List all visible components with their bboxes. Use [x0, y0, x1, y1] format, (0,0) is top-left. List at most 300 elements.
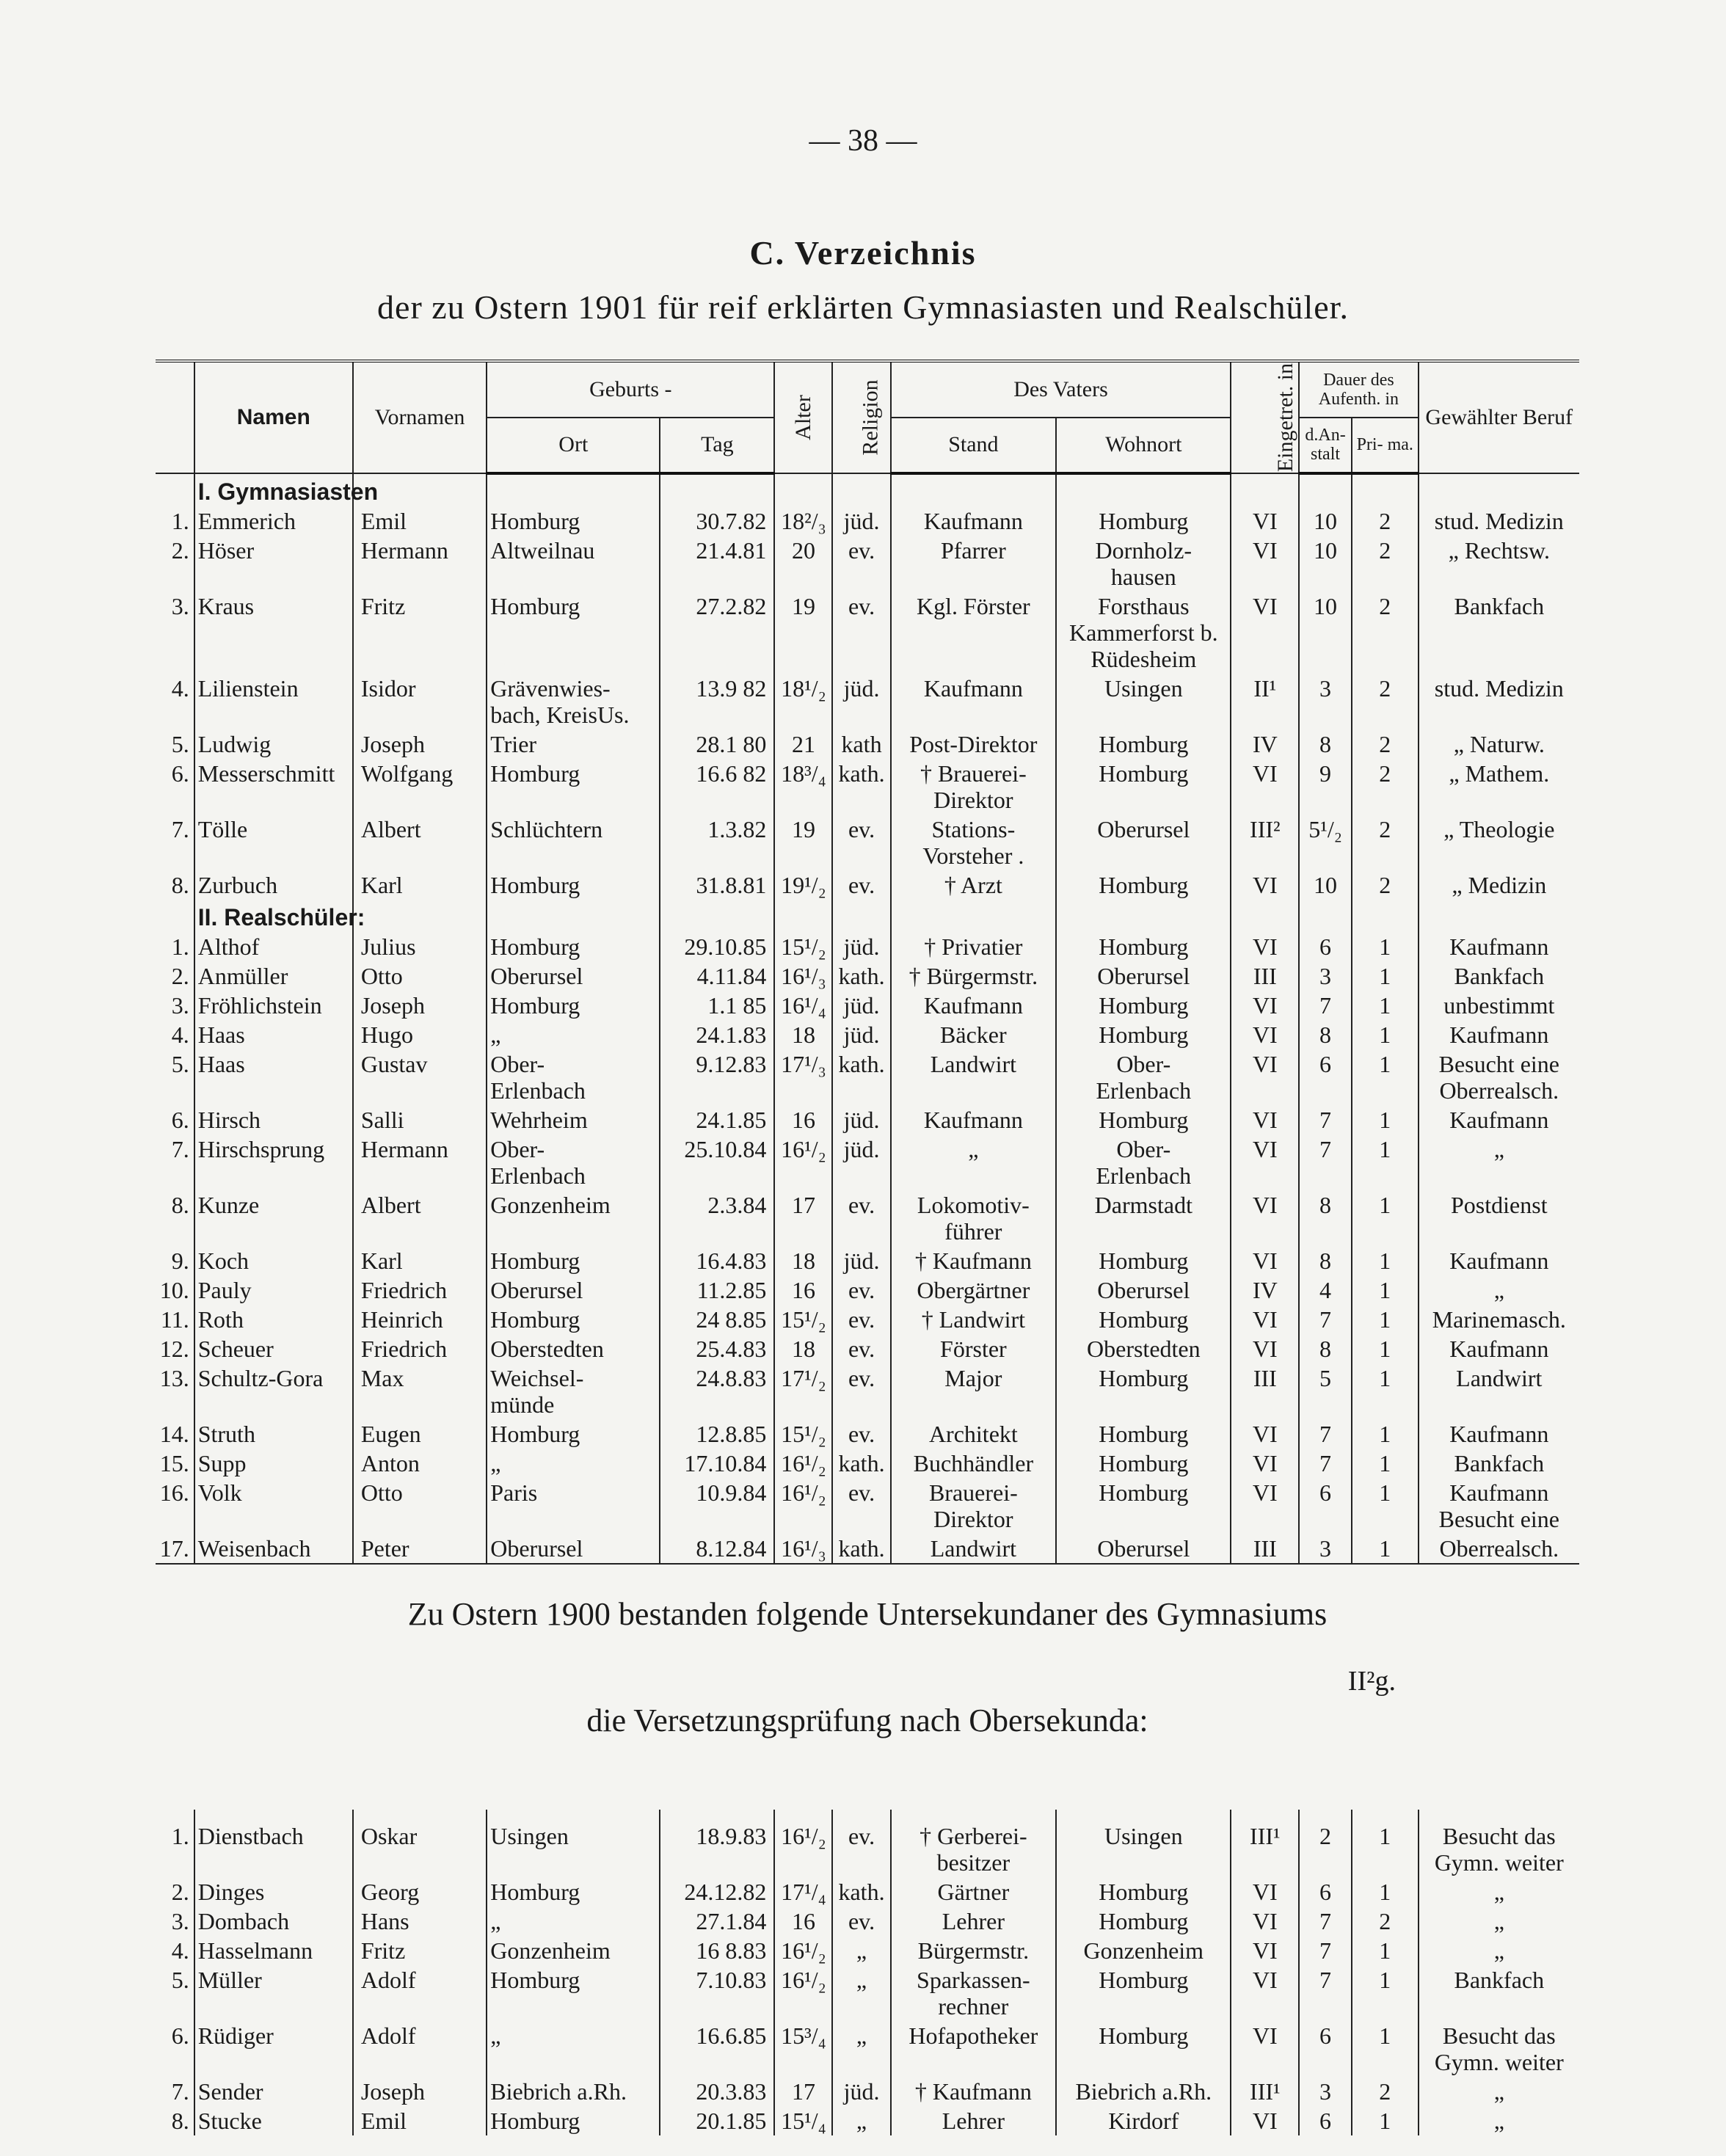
table-row [156, 1478, 1579, 1534]
father-residence: Usingen [1056, 674, 1231, 729]
student-firstname: Adolf [353, 1965, 487, 2021]
father-residence: Homburg [1056, 729, 1231, 759]
father-residence: Oberursel [1056, 961, 1231, 991]
religion: kath. [832, 759, 890, 815]
header-beruf: Gewählter Beruf [1419, 361, 1579, 473]
father-occupation: † Kaufmann [891, 1246, 1057, 1275]
student-firstname: Fritz [353, 591, 487, 674]
years-at-school: 6 [1299, 2106, 1352, 2135]
section-label-gymnasiasten: I. Gymnasiasten [194, 473, 353, 506]
years-in-prima: 2 [1352, 729, 1419, 759]
row-number: 7. [171, 1136, 189, 1162]
birth-place: Altweilnau [487, 536, 660, 591]
religion: ev. [832, 1419, 890, 1449]
entry-class: III [1231, 1363, 1299, 1419]
birth-place: „ [487, 2021, 660, 2077]
note-line-1: Zu Ostern 1900 bestanden folgende Untersekundaner des Gymnasiums [407, 1596, 1328, 1632]
student-firstname: Wolfgang [353, 759, 487, 815]
birth-date: 4.11.84 [660, 961, 774, 991]
table-row [156, 1419, 1579, 1449]
row-number: 1. [171, 933, 189, 960]
religion: jüd. [832, 506, 890, 536]
student-surname: Dinges [194, 1877, 353, 1906]
religion: „ [832, 1936, 890, 1965]
father-residence: Dornholz- hausen [1056, 536, 1231, 591]
birth-place: Homburg [487, 1877, 660, 1906]
header-dauer: Dauer des Aufenth. in [1299, 361, 1418, 418]
student-surname: Kraus [194, 591, 353, 674]
table-row [156, 729, 1579, 759]
entry-class: VI [1231, 1246, 1299, 1275]
chosen-profession: Kaufmann [1419, 1246, 1579, 1275]
entry-class: VI [1231, 1478, 1299, 1534]
years-at-school: 10 [1299, 591, 1352, 674]
student-firstname: Peter [353, 1534, 487, 1564]
chosen-profession: „ Rechtsw. [1419, 536, 1579, 591]
religion: kath. [832, 961, 890, 991]
years-in-prima: 1 [1352, 991, 1419, 1020]
father-occupation: Bürgermstr. [891, 1936, 1057, 1965]
father-occupation: Kaufmann [891, 991, 1057, 1020]
row-number: 4. [171, 1937, 189, 1964]
row-number: 10. [159, 1277, 189, 1303]
row-number: 8. [171, 872, 189, 898]
father-residence: Homburg [1056, 1105, 1231, 1135]
entry-class: II¹ [1231, 674, 1299, 729]
row-number: 6. [171, 2022, 189, 2049]
table-row [156, 2021, 1579, 2077]
row-number: 2. [171, 1879, 189, 1905]
birth-place: Homburg [487, 1246, 660, 1275]
years-at-school: 6 [1299, 1049, 1352, 1105]
chosen-profession: „ Medizin [1419, 870, 1579, 900]
father-occupation: Förster [891, 1334, 1057, 1363]
birth-place: Homburg [487, 506, 660, 536]
father-residence: Homburg [1056, 506, 1231, 536]
years-at-school: 9 [1299, 759, 1352, 815]
entry-class: III¹ [1231, 2077, 1299, 2106]
age: 16¹/₂ [774, 1449, 832, 1478]
father-residence: Homburg [1056, 1363, 1231, 1419]
father-residence: Homburg [1056, 759, 1231, 815]
years-in-prima: 2 [1352, 759, 1419, 815]
student-firstname: Joseph [353, 729, 487, 759]
student-firstname: Oskar [353, 1810, 487, 1877]
table-row [156, 1810, 1579, 1877]
father-residence: Homburg [1056, 1419, 1231, 1449]
father-occupation: Landwirt [891, 1534, 1057, 1564]
header-tag: Tag [660, 418, 774, 474]
age: 15¹/₄ [774, 2106, 832, 2135]
religion: „ [832, 2021, 890, 2077]
header-number [156, 361, 194, 473]
chosen-profession: Kaufmann [1419, 1105, 1579, 1135]
birth-place: Gonzenheim [487, 1190, 660, 1246]
age: 17 [774, 1190, 832, 1246]
student-firstname: Friedrich [353, 1275, 487, 1305]
entry-class: VI [1231, 1906, 1299, 1936]
age: 15³/₄ [774, 2021, 832, 2077]
age: 21 [774, 729, 832, 759]
father-residence: Gonzenheim [1056, 1936, 1231, 1965]
age: 17 [774, 2077, 832, 2106]
years-in-prima: 1 [1352, 1877, 1419, 1906]
student-firstname: Karl [353, 870, 487, 900]
table-row [156, 1190, 1579, 1246]
father-occupation: Lehrer [891, 1906, 1057, 1936]
chosen-profession: Oberrealsch. [1419, 1534, 1579, 1564]
student-surname: Müller [194, 1965, 353, 2021]
father-residence: Kirdorf [1056, 2106, 1231, 2135]
table-row [156, 1135, 1579, 1190]
years-in-prima: 2 [1352, 2077, 1419, 2106]
row-number: 13. [159, 1365, 189, 1391]
religion: „ [832, 2106, 890, 2135]
header-prima: Pri- ma. [1352, 418, 1419, 474]
row-number: 11. [160, 1306, 189, 1333]
entry-class: VI [1231, 1419, 1299, 1449]
birth-date: 30.7.82 [660, 506, 774, 536]
birth-date: 24 8.85 [660, 1305, 774, 1334]
religion: jüd. [832, 1135, 890, 1190]
student-surname: Hirsch [194, 1105, 353, 1135]
years-at-school: 7 [1299, 991, 1352, 1020]
years-at-school: 7 [1299, 1305, 1352, 1334]
father-residence: Darmstadt [1056, 1190, 1231, 1246]
years-at-school: 8 [1299, 1334, 1352, 1363]
birth-date: 11.2.85 [660, 1275, 774, 1305]
chosen-profession: „ [1419, 1135, 1579, 1190]
age: 18²/₃ [774, 506, 832, 536]
table-row [156, 1049, 1579, 1105]
student-surname: Kunze [194, 1190, 353, 1246]
student-surname: Stucke [194, 2106, 353, 2135]
entry-class: VI [1231, 506, 1299, 536]
years-at-school: 3 [1299, 2077, 1352, 2106]
years-at-school: 7 [1299, 1105, 1352, 1135]
table-row [156, 1305, 1579, 1334]
father-residence: Oberstedten [1056, 1334, 1231, 1363]
age: 16¹/₂ [774, 1810, 832, 1877]
birth-date: 17.10.84 [660, 1449, 774, 1478]
student-firstname: Emil [353, 2106, 487, 2135]
years-in-prima: 1 [1352, 1246, 1419, 1275]
religion: jüd. [832, 991, 890, 1020]
birth-date: 16 8.83 [660, 1936, 774, 1965]
entry-class: VI [1231, 759, 1299, 815]
table-row [156, 1363, 1579, 1419]
table-row [156, 759, 1579, 815]
father-occupation: † Privatier [891, 932, 1057, 961]
row-number: 8. [171, 2108, 189, 2134]
birth-place: Homburg [487, 1965, 660, 2021]
birth-place: „ [487, 1906, 660, 1936]
page-number: — 38 — [809, 124, 917, 158]
table-row [156, 506, 1579, 536]
years-in-prima: 1 [1352, 1965, 1419, 2021]
student-firstname: Gustav [353, 1049, 487, 1105]
years-in-prima: 1 [1352, 1334, 1419, 1363]
father-occupation: Kgl. Förster [891, 591, 1057, 674]
birth-place: Homburg [487, 759, 660, 815]
father-occupation: Gärtner [891, 1877, 1057, 1906]
years-in-prima: 1 [1352, 1275, 1419, 1305]
student-firstname: Otto [353, 1478, 487, 1534]
entry-class: VI [1231, 1049, 1299, 1105]
father-occupation: Sparkassen- rechner [891, 1965, 1057, 2021]
years-in-prima: 1 [1352, 1190, 1419, 1246]
student-firstname: Adolf [353, 2021, 487, 2077]
religion: kath. [832, 1534, 890, 1564]
age: 17¹/₂ [774, 1363, 832, 1419]
table-row [156, 674, 1579, 729]
birth-place: Oberursel [487, 1275, 660, 1305]
father-occupation: Buchhändler [891, 1449, 1057, 1478]
birth-place: Homburg [487, 870, 660, 900]
father-occupation: Lokomotiv- führer [891, 1190, 1057, 1246]
note-class-code: II²g. [1347, 1666, 1396, 1697]
father-occupation: † Gerberei- besitzer [891, 1810, 1057, 1877]
years-at-school: 8 [1299, 1020, 1352, 1049]
table-row [156, 591, 1579, 674]
birth-place: Homburg [487, 991, 660, 1020]
father-residence: Homburg [1056, 870, 1231, 900]
chosen-profession: Marinemasch. [1419, 1305, 1579, 1334]
father-occupation: Brauerei- Direktor [891, 1478, 1057, 1534]
table-row [156, 1020, 1579, 1049]
student-firstname: Joseph [353, 2077, 487, 2106]
table-row [156, 2077, 1579, 2106]
years-in-prima: 1 [1352, 2021, 1419, 2077]
years-at-school: 8 [1299, 729, 1352, 759]
row-number: 5. [171, 731, 189, 757]
student-firstname: Anton [353, 1449, 487, 1478]
years-at-school: 3 [1299, 1534, 1352, 1564]
religion: ev. [832, 815, 890, 870]
chosen-profession: Kaufmann [1419, 932, 1579, 961]
entry-class: VI [1231, 1135, 1299, 1190]
birth-date: 20.1.85 [660, 2106, 774, 2135]
table-row [156, 1246, 1579, 1275]
birth-place: Homburg [487, 591, 660, 674]
age: 16¹/₂ [774, 1965, 832, 2021]
chosen-profession: unbestimmt [1419, 991, 1579, 1020]
student-surname: Zurbuch [194, 870, 353, 900]
father-residence: Oberursel [1056, 1534, 1231, 1564]
years-at-school: 2 [1299, 1810, 1352, 1877]
religion: ev. [832, 591, 890, 674]
row-number: 1. [171, 1823, 189, 1849]
row-number: 3. [171, 992, 189, 1019]
religion: ev. [832, 1305, 890, 1334]
entry-class: III¹ [1231, 1810, 1299, 1877]
birth-date: 16.4.83 [660, 1246, 774, 1275]
father-occupation: † Brauerei- Direktor [891, 759, 1057, 815]
religion: kath. [832, 1049, 890, 1105]
father-occupation: Post-Direktor [891, 729, 1057, 759]
row-number: 9. [171, 1248, 189, 1274]
entry-class: VI [1231, 536, 1299, 591]
student-firstname: Hermann [353, 1135, 487, 1190]
father-occupation: Kaufmann [891, 674, 1057, 729]
father-occupation: Kaufmann [891, 506, 1057, 536]
years-at-school: 6 [1299, 1877, 1352, 1906]
birth-place: Homburg [487, 1419, 660, 1449]
age: 20 [774, 536, 832, 591]
years-in-prima: 1 [1352, 932, 1419, 961]
table-row [156, 932, 1579, 961]
chosen-profession: Postdienst [1419, 1190, 1579, 1246]
birth-date: 28.1 80 [660, 729, 774, 759]
birth-place: Ober- Erlenbach [487, 1135, 660, 1190]
row-number: 3. [171, 1908, 189, 1934]
student-firstname: Karl [353, 1246, 487, 1275]
student-firstname: Eugen [353, 1419, 487, 1449]
religion: jüd. [832, 932, 890, 961]
entry-class: VI [1231, 1020, 1299, 1049]
chosen-profession: Besucht eine Oberrealsch. [1419, 1049, 1579, 1105]
father-occupation: „ [891, 1135, 1057, 1190]
student-surname: Dombach [194, 1906, 353, 1936]
birth-date: 10.9.84 [660, 1478, 774, 1534]
birth-date: 24.12.82 [660, 1877, 774, 1906]
religion: „ [832, 1965, 890, 2021]
student-surname: Emmerich [194, 506, 353, 536]
table-row [156, 536, 1579, 591]
entry-class: III [1231, 1534, 1299, 1564]
student-firstname: Hermann [353, 536, 487, 591]
table-row [156, 961, 1579, 991]
student-firstname: Hugo [353, 1020, 487, 1049]
years-in-prima: 1 [1352, 1020, 1419, 1049]
religion: ev. [832, 536, 890, 591]
birth-date: 21.4.81 [660, 536, 774, 591]
years-in-prima: 2 [1352, 870, 1419, 900]
age: 18¹/₂ [774, 674, 832, 729]
chosen-profession: „ Theologie [1419, 815, 1579, 870]
father-occupation: † Arzt [891, 870, 1057, 900]
student-surname: Messerschmitt [194, 759, 353, 815]
chosen-profession: stud. Medizin [1419, 674, 1579, 729]
row-number: 5. [171, 1967, 189, 1993]
father-occupation: Major [891, 1363, 1057, 1419]
years-in-prima: 2 [1352, 674, 1419, 729]
entry-class: VI [1231, 1877, 1299, 1906]
years-at-school: 10 [1299, 506, 1352, 536]
student-firstname: Heinrich [353, 1305, 487, 1334]
years-at-school: 10 [1299, 870, 1352, 900]
entry-class: VI [1231, 870, 1299, 900]
entry-class: VI [1231, 1305, 1299, 1334]
age: 16¹/₃ [774, 1534, 832, 1564]
table-row [156, 1534, 1579, 1564]
father-residence: Biebrich a.Rh. [1056, 2077, 1231, 2106]
section-subheading: der zu Ostern 1901 für reif erklärten Gymnasiasten und Realschüler. [377, 288, 1349, 326]
religion: ev. [832, 1275, 890, 1305]
chosen-profession: „ [1419, 1877, 1579, 1906]
student-firstname: Hans [353, 1906, 487, 1936]
row-number: 1. [171, 508, 189, 534]
student-surname: Rüdiger [194, 2021, 353, 2077]
birth-date: 13.9 82 [660, 674, 774, 729]
father-residence: Homburg [1056, 1020, 1231, 1049]
birth-date: 12.8.85 [660, 1419, 774, 1449]
father-residence: Homburg [1056, 1246, 1231, 1275]
birth-place: Oberursel [487, 961, 660, 991]
birth-place: Grävenwies- bach, KreisUs. [487, 674, 660, 729]
student-surname: Haas [194, 1049, 353, 1105]
untersekundaner-body [156, 1810, 1579, 2135]
chosen-profession: „ [1419, 1936, 1579, 1965]
table-row [156, 870, 1579, 900]
birth-date: 25.10.84 [660, 1135, 774, 1190]
birth-date: 7.10.83 [660, 1965, 774, 2021]
years-at-school: 6 [1299, 1478, 1352, 1534]
entry-class: VI [1231, 2021, 1299, 2077]
years-at-school: 8 [1299, 1246, 1352, 1275]
entry-class: VI [1231, 1449, 1299, 1478]
father-occupation: Lehrer [891, 2106, 1057, 2135]
student-firstname: Albert [353, 1190, 487, 1246]
religion: jüd. [832, 1246, 890, 1275]
birth-place: Homburg [487, 932, 660, 961]
father-occupation: Architekt [891, 1419, 1057, 1449]
chosen-profession: Kaufmann [1419, 1334, 1579, 1363]
birth-date: 27.2.82 [660, 591, 774, 674]
father-residence: Homburg [1056, 2021, 1231, 2077]
chosen-profession: Kaufmann [1419, 1419, 1579, 1449]
birth-place: Homburg [487, 2106, 660, 2135]
header-geburts: Geburts - [487, 361, 774, 418]
table-row [156, 1965, 1579, 2021]
father-residence: Oberursel [1056, 815, 1231, 870]
table-row [156, 991, 1579, 1020]
chosen-profession: Landwirt [1419, 1363, 1579, 1419]
table-row [156, 1936, 1579, 1965]
birth-date: 16.6.85 [660, 2021, 774, 2077]
chosen-profession: „ [1419, 1906, 1579, 1936]
religion: kath. [832, 1877, 890, 1906]
student-surname: Struth [194, 1419, 353, 1449]
religion: jüd. [832, 1105, 890, 1135]
years-in-prima: 2 [1352, 536, 1419, 591]
birth-place: Biebrich a.Rh. [487, 2077, 660, 2106]
years-at-school: 7 [1299, 1936, 1352, 1965]
student-surname: Volk [194, 1478, 353, 1534]
age: 18³/₄ [774, 759, 832, 815]
birth-place: Oberursel [487, 1534, 660, 1564]
father-occupation: Kaufmann [891, 1105, 1057, 1135]
student-surname: Ludwig [194, 729, 353, 759]
religion: ev. [832, 1363, 890, 1419]
father-occupation: Stations- Vorsteher . [891, 815, 1057, 870]
birth-date: 1.1 85 [660, 991, 774, 1020]
age: 15¹/₂ [774, 1419, 832, 1449]
chosen-profession: „ [1419, 2077, 1579, 2106]
student-firstname: Georg [353, 1877, 487, 1906]
birth-place: Gonzenheim [487, 1936, 660, 1965]
student-surname: Hasselmann [194, 1936, 353, 1965]
student-surname: Anmüller [194, 961, 353, 991]
father-residence: Usingen [1056, 1810, 1231, 1877]
student-firstname: Salli [353, 1105, 487, 1135]
student-surname: Sender [194, 2077, 353, 2106]
student-firstname: Julius [353, 932, 487, 961]
row-number: 7. [171, 2078, 189, 2105]
section-row [156, 473, 1579, 506]
header-eingetreten: Eingetret. in [1231, 361, 1299, 473]
years-at-school: 7 [1299, 1135, 1352, 1190]
